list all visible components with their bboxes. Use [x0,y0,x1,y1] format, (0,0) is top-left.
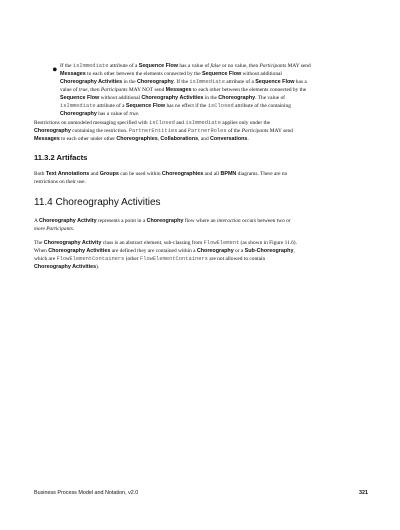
text: attribute of the containing [233,103,291,109]
text: occurs between two or [240,218,291,224]
text: to each other between the elements connected by the [85,71,202,77]
bold-term: Messages [34,136,60,142]
italic-term: more Participants [34,226,73,232]
code-term: FlowElementContainers [56,256,125,262]
bold-term: Choreography Activities [141,95,204,101]
bold-term: Sequence Flow [138,63,178,69]
choreography-activities-heading: 11.4 Choreography Activities [34,197,161,208]
code-term: isImmediate [60,103,96,109]
text: MAY NOT send [127,87,166,93]
bold-term: Choreography Activities [60,79,123,85]
text: and [89,171,100,177]
activities-intro-paragraph [34,217,368,233]
text: , [157,136,161,142]
text: to each other under other [59,136,117,142]
bold-term: Groups [99,171,119,177]
text: When [34,248,49,254]
text: are defined they are contained within a [110,248,197,254]
bold-term: Sequence Flow [255,79,295,85]
text: without additional [99,95,142,101]
text: attribute of a [224,79,256,85]
code-term: PartnerEntities [128,128,178,134]
bold-term: Conversations [209,136,248,142]
bold-term: Sequence Flow [125,103,166,109]
text: has a [294,79,307,85]
text: . [247,136,249,142]
bullet-text [60,62,368,118]
italic-term: false [210,63,221,69]
bold-term: Choreography Activities [34,264,97,270]
bullet-item-immediate [34,62,368,118]
italic-term: Participants [259,63,287,69]
restrictions-paragraph [34,119,368,143]
bold-term: Choreography Activities [48,248,111,254]
bold-term: Choreographies [161,171,204,177]
text: and all [203,171,221,177]
italic-term: Participants [241,128,269,134]
text: MAY send [268,128,293,134]
text: . The value of [255,95,285,101]
bold-term: Text Annotations [45,171,90,177]
text: A [34,218,39,224]
text: which are [34,256,57,262]
text: has a value of [96,111,130,117]
text: attribute of a [95,103,126,109]
text: value of [60,87,79,93]
text: ). [96,264,100,270]
italic-term: interaction [216,218,241,224]
page-content [34,62,368,271]
italic-term: Participants [100,87,128,93]
text: of the [226,128,242,134]
text: Both [34,171,46,177]
text: MAY send [286,63,311,69]
code-term: isClosed [148,120,175,126]
code-term: isImmediate [185,120,221,126]
text: diagrams. There are no [236,171,288,177]
text: Restrictions on unmodeled messaging specified with [34,120,149,126]
text: containing the restriction. [70,128,129,134]
page-number: 321 [359,490,368,496]
text: or a [233,248,245,254]
bold-term: BPMN [220,171,237,177]
text: are not allowed to contain [207,256,266,262]
bold-term: Messages [165,87,192,93]
text: (other [124,256,140,262]
text: in the [203,95,219,101]
text: (as shown in Figure 11.6). [239,240,297,246]
bold-term: Choreography [218,95,256,101]
text: and [174,120,186,126]
code-term: isImmediate [72,63,109,69]
text: The [34,240,44,246]
bold-term: Choreography [196,248,234,254]
text: , then [87,87,101,93]
artifacts-heading: 11.3.2 Artifacts [34,153,88,162]
text: . If the [173,79,190,85]
bold-term: Messages [60,71,86,77]
text: to each other between the elements connected by the [191,87,307,93]
text: has a value of [177,63,211,69]
bold-term: Sequence Flow [201,71,242,77]
code-term: PartnerRoles [187,128,227,134]
bold-term: Choreographies [116,136,158,142]
bold-term: Collaborations [160,136,199,142]
italic-term: true [78,87,88,93]
bold-term: Choreography [146,218,184,224]
text: . [138,111,140,117]
page-footer [34,490,368,496]
code-term: isImmediate [189,79,225,85]
bold-term: Sub-Choreography [244,248,294,254]
text: and [177,128,188,134]
activities-class-paragraph [34,239,368,271]
text: , [293,248,295,254]
text: If the [60,63,73,69]
bold-term: Choreography Activity [38,218,97,224]
text: has no effect if the [165,103,208,109]
text: without additional [241,71,282,77]
italic-term: true [129,111,139,117]
text: flow where an [183,218,217,224]
bold-term: Choreography [136,79,174,85]
text: class is an abstract element, sub-classing from [101,240,204,246]
text: . [72,226,75,232]
text: , and [198,136,210,142]
code-term: FlowElement [203,240,240,246]
text: can be used within [118,171,162,177]
artifacts-paragraph [34,170,368,186]
bold-term: Choreography [34,128,71,134]
bold-term: Choreography [60,111,97,117]
bullet-icon: • [52,62,58,79]
footer-title: Business Process Model and Notation, v2.0 [34,490,139,496]
text: represents a point in a [96,218,147,224]
code-term: isClosed [207,103,234,109]
text: restrictions on their use. [34,179,86,185]
text: attribute of a [108,63,139,69]
text: or no value, then [220,63,260,69]
bold-term: Sequence Flow [60,95,100,101]
bold-term: Choreography Activity [43,240,102,246]
code-term: FlowElementContainers [139,256,208,262]
text: in the [122,79,137,85]
text: applies only under the [220,120,271,126]
